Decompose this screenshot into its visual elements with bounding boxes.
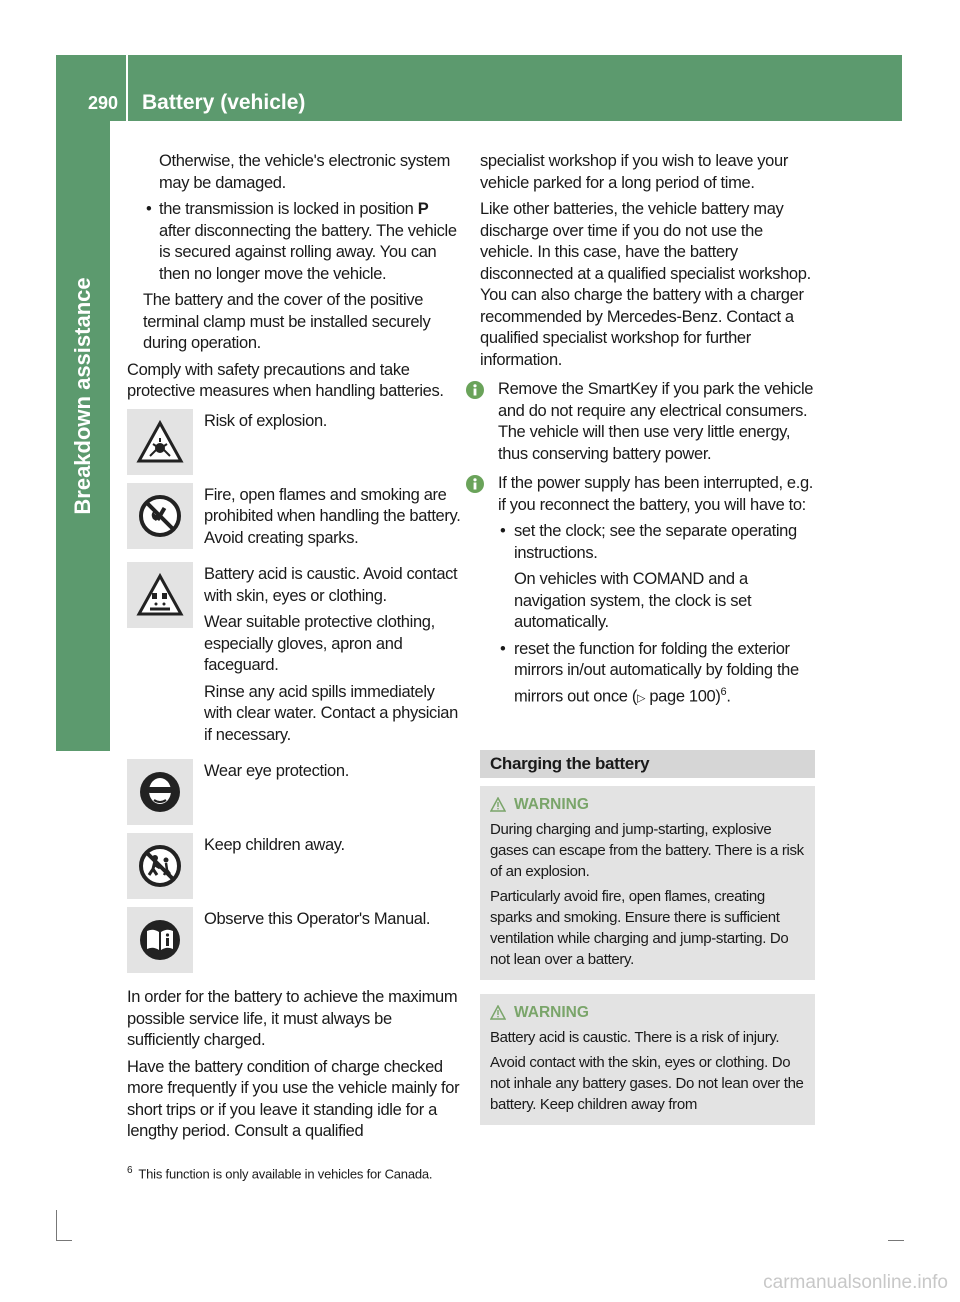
warning-title bbox=[508, 1002, 807, 1023]
warning-box bbox=[480, 786, 815, 980]
footnote-mark: 6 bbox=[127, 1165, 133, 1176]
warning-box bbox=[480, 994, 815, 1125]
paragraph-comply: Comply with safety precautions and take protective measures when handling batteries. bbox=[127, 360, 444, 400]
symbol-text: Keep children away. bbox=[204, 836, 345, 854]
warning-text: Battery acid is caustic. There is a risk of injury. bbox=[490, 1028, 780, 1046]
keep-children-away-icon bbox=[127, 833, 193, 899]
page-title: Battery (vehicle) bbox=[142, 91, 306, 114]
info-note-smartkey bbox=[480, 379, 815, 465]
paragraph-workshop: specialist workshop if you wish to leave your vehicle parked for a long period of time. bbox=[480, 152, 788, 192]
info-icon bbox=[466, 475, 484, 493]
symbol-text: Risk of explosion. bbox=[204, 411, 328, 430]
page-header bbox=[56, 55, 902, 121]
warning-label: WARNING bbox=[514, 1003, 589, 1021]
info-note-power bbox=[480, 473, 815, 516]
page-ref-arrow-icon: ▷ bbox=[637, 692, 646, 704]
bullet-end: . bbox=[726, 687, 731, 705]
bullet-text: reset the function for folding the exterior mirrors in/out automatically by folding the mirrors out once ( bbox=[514, 639, 799, 705]
symbol-text: Rinse any acid spills immediately with clear water. Contact a physician if necessary. bbox=[204, 682, 458, 744]
symbol-text: Wear suitable protective clothing, especially gloves, apron and faceguard. bbox=[204, 613, 435, 674]
paragraph-electronic: Otherwise, the vehicle's electronic system may be damaged. bbox=[159, 152, 451, 192]
warning-title bbox=[508, 794, 807, 815]
no-fire-smoking-icon bbox=[127, 483, 193, 549]
bullet-transmission bbox=[127, 199, 462, 285]
symbol-row bbox=[127, 759, 462, 825]
symbol-row bbox=[127, 483, 462, 555]
warning-triangle-icon bbox=[490, 1005, 506, 1020]
warning-text: Avoid contact with the skin, eyes or clothing. Do not inhale any battery gases. Do not lean over the battery. Keep children away from bbox=[490, 1053, 804, 1113]
symbol-text: Observe this Operator's Manual. bbox=[204, 910, 431, 928]
eye-protection-icon bbox=[127, 759, 193, 825]
bullet-mirrors bbox=[480, 639, 815, 710]
footnote bbox=[127, 1165, 432, 1181]
right-column bbox=[480, 151, 815, 1125]
section-heading: Charging the battery bbox=[480, 750, 815, 778]
bullet-set-clock: • set the clock; see the separate operating instructions. bbox=[480, 521, 815, 564]
symbol-row bbox=[127, 833, 462, 899]
warning-label: WARNING bbox=[514, 795, 589, 813]
crop-mark bbox=[56, 1210, 57, 1240]
page-number: 290 bbox=[88, 93, 119, 113]
header-divider bbox=[126, 55, 128, 121]
info-icon bbox=[466, 381, 484, 399]
section-side-tab bbox=[56, 121, 110, 751]
left-column bbox=[127, 151, 462, 1148]
crop-mark bbox=[888, 1240, 904, 1241]
page-ref[interactable]: page 100) bbox=[645, 687, 721, 705]
safety-symbols bbox=[127, 409, 462, 974]
symbol-text: Wear eye protection. bbox=[204, 762, 349, 780]
footnote-text: This function is only available in vehicles for Canada. bbox=[138, 1166, 433, 1182]
info-text: Remove the SmartKey if you park the vehicle and do not require any electrical consumers. The vehicle will then use very little energy, thus conserving battery power. bbox=[498, 380, 814, 463]
bullet-text: the transmission is locked in position bbox=[159, 200, 418, 218]
symbol-row bbox=[127, 907, 462, 973]
paragraph-comand: On vehicles with COMAND and a navigation system, the clock is set automatically. bbox=[514, 570, 752, 631]
warning-triangle-icon bbox=[490, 797, 506, 812]
info-text: If the power supply has been interrupted, e.g. if you reconnect the battery, you will have to: bbox=[498, 474, 814, 514]
watermark: carmanualsonline.info bbox=[763, 1272, 948, 1293]
paragraph-cover: The battery and the cover of the positive terminal clamp must be installed securely during operation. bbox=[143, 291, 431, 352]
section-side-label: Breakdown assistance bbox=[70, 277, 95, 515]
warning-text: During charging and jump-starting, explosive gases can escape from the battery. There is a risk of an explosion. bbox=[490, 820, 804, 880]
paragraph-charge-check: Have the battery condition of charge checked more frequently if you use the vehicle mainly for short trips or if you leave it standing idle for a lengthy period. Consult a qualified bbox=[127, 1057, 460, 1140]
footnote-ref: 6 bbox=[720, 685, 727, 698]
paragraph-service-life: In order for the battery to achieve the maximum possible service life, it must always be sufficiently charged. bbox=[127, 988, 458, 1049]
warning-text: Particularly avoid fire, open flames, creating sparks and smoking. Ensure there is sufficient ventilation while charging and jump-starting. Do not lean over a battery. bbox=[490, 887, 789, 968]
symbol-row bbox=[127, 562, 462, 751]
crop-mark bbox=[56, 1240, 72, 1241]
position-p: P bbox=[417, 200, 429, 218]
bullet-text-cont: after disconnecting the battery. The vehicle is secured against rolling away. You can then no longer move the vehicle. bbox=[159, 221, 457, 283]
symbol-row bbox=[127, 409, 462, 475]
symbol-text: Fire, open flames and smoking are prohibited when handling the battery. Avoid creating sparks. bbox=[204, 485, 461, 547]
paragraph-discharge: Like other batteries, the vehicle battery may discharge over time if you do not use the vehicle. In this case, have the battery disconnected at a qualified specialist workshop. You can also charge the battery with a charger recommended by Mercedes-Benz. Contact a qualified specialist workshop for further information. bbox=[480, 200, 811, 369]
explosion-warning-icon bbox=[127, 409, 193, 475]
operators-manual-icon bbox=[127, 907, 193, 973]
symbol-text: Battery acid is caustic. Avoid contact with skin, eyes or clothing. bbox=[204, 565, 458, 605]
corrosive-warning-icon bbox=[127, 562, 193, 628]
